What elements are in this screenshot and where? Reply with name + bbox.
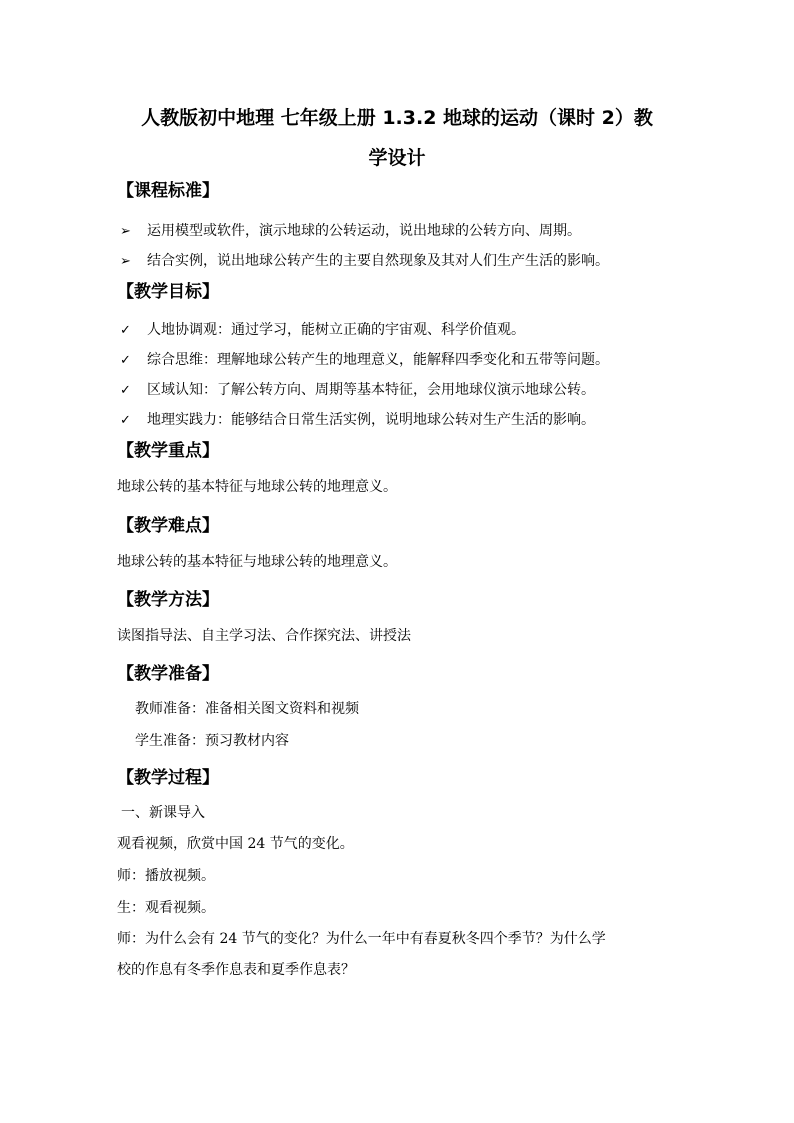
curriculum-standard-item-text: 结合实例，说出地球公转产生的主要自然现象及其对人们生产生活的影响。 (147, 253, 609, 269)
checkmark-bullet-icon: ✓ (120, 413, 131, 428)
process-line-2: 师：播放视频。 (117, 868, 215, 884)
arrow-bullet-icon: ➢ (120, 224, 131, 239)
difficult-points-text: 地球公转的基本特征与地球公转的地理意义。 (117, 554, 397, 570)
document-title-line-2: 学设计 (368, 147, 426, 169)
heading-difficult-points: 【教学难点】 (117, 516, 219, 536)
heading-key-points: 【教学重点】 (117, 441, 219, 461)
process-line-5: 校的作息有冬季作息表和夏季作息表？ (117, 962, 355, 978)
teaching-goal-item-3 (120, 380, 595, 401)
key-points-text: 地球公转的基本特征与地球公转的地理意义。 (117, 479, 397, 495)
methods-text: 读图指导法、自主学习法、合作探究法、讲授法 (117, 628, 411, 644)
teacher-preparation-text: 教师准备：准备相关图文资料和视频 (135, 701, 359, 717)
checkmark-bullet-icon: ✓ (120, 323, 131, 338)
teaching-goal-item-4 (120, 410, 595, 431)
teaching-goal-item-2 (120, 350, 609, 371)
process-line-4: 师：为什么会有 24 节气的变化？为什么一年中有春夏秋冬四个季节？为什么学 (117, 931, 606, 947)
curriculum-standard-item-1 (120, 221, 581, 242)
teaching-goal-item-text: 地理实践力：能够结合日常生活实例，说明地球公转对生产生活的影响。 (147, 412, 595, 428)
heading-curriculum-standard: 【课程标准】 (117, 181, 219, 201)
checkmark-bullet-icon: ✓ (120, 353, 131, 368)
teaching-goal-item-text: 综合思维：理解地球公转产生的地理意义，能解释四季变化和五带等问题。 (147, 352, 609, 368)
heading-process: 【教学过程】 (117, 768, 219, 788)
process-part1-title: 一、新课导入 (121, 805, 205, 821)
teaching-goal-item-1 (120, 320, 525, 341)
heading-preparation: 【教学准备】 (117, 664, 219, 684)
heading-teaching-goals: 【教学目标】 (117, 282, 219, 302)
process-line-1: 观看视频，欣赏中国 24 节气的变化。 (117, 836, 354, 852)
checkmark-bullet-icon: ✓ (120, 383, 131, 398)
teaching-goal-item-text: 人地协调观：通过学习，能树立正确的宇宙观、科学价值观。 (147, 322, 525, 338)
curriculum-standard-item-2 (120, 251, 609, 272)
document-title-line-1: 人教版初中地理 七年级上册 1.3.2 地球的运动（课时 2）教 (141, 107, 653, 129)
student-preparation-text: 学生准备：预习教材内容 (135, 733, 289, 749)
teaching-goal-item-text: 区域认知：了解公转方向、周期等基本特征，会用地球仪演示地球公转。 (147, 382, 595, 398)
curriculum-standard-item-text: 运用模型或软件，演示地球的公转运动，说出地球的公转方向、周期。 (147, 223, 581, 239)
process-line-3: 生：观看视频。 (117, 900, 215, 916)
heading-methods: 【教学方法】 (117, 590, 219, 610)
arrow-bullet-icon: ➢ (120, 254, 131, 269)
